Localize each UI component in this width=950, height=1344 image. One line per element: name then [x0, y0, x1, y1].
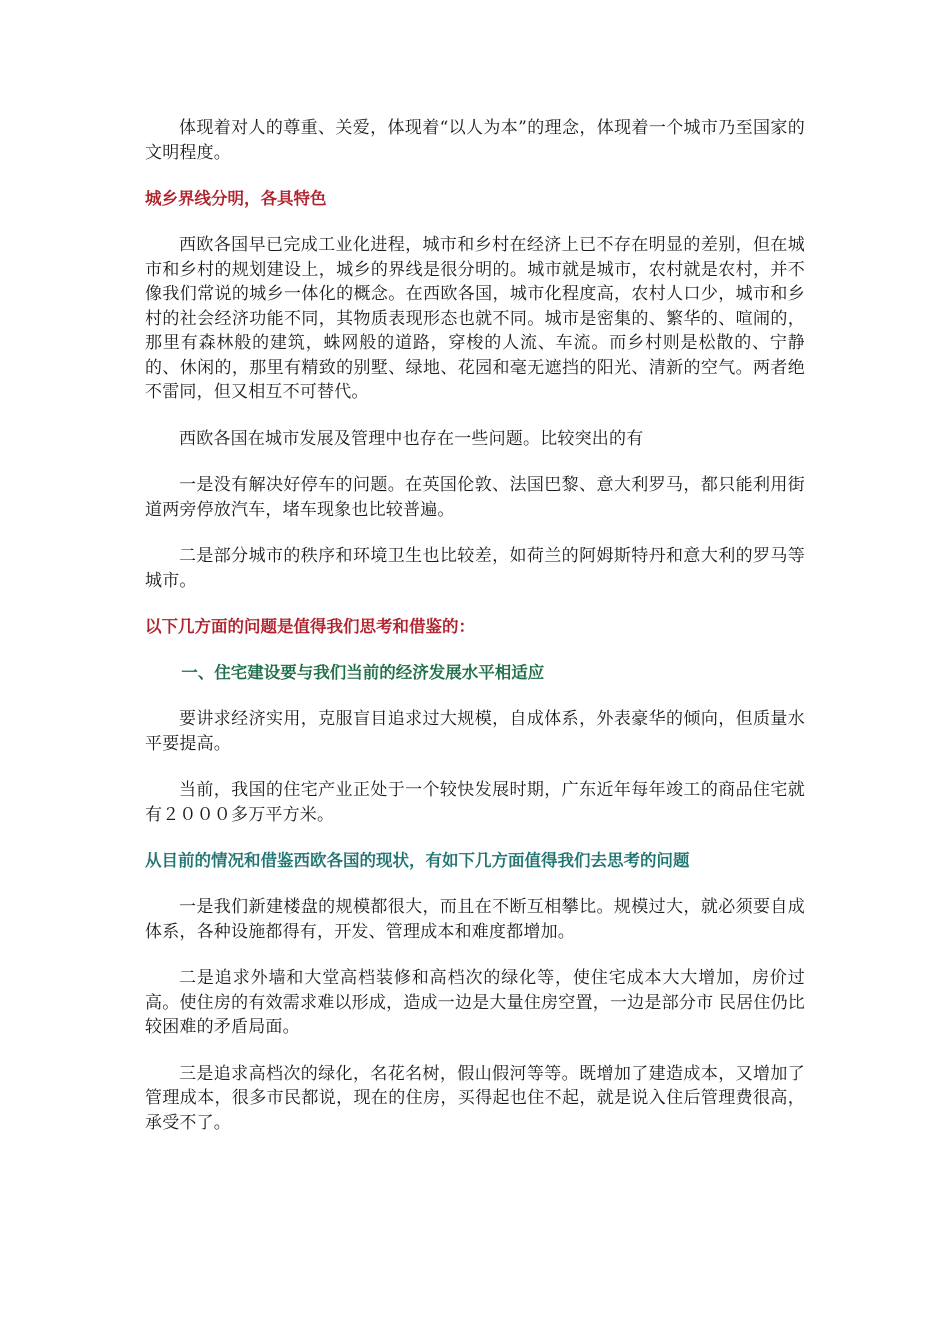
paragraph-current-housing: 当前，我国的住宅产业正处于一个较快发展时期，广东近年每年竣工的商品住宅就有２０００多万平方米。 [145, 780, 805, 825]
paragraph-respect: 体现着对人的尊重、关爱，体现着“以人为本”的理念，体现着一个城市乃至国家的文明程度。 [145, 118, 805, 163]
paragraph-decoration: 二是追求外墙和大堂高档装修和高档次的绿化等，使住宅成本大大增加，房价过高。使住房的有效需求难以形成，造成一边是大量住房空置，一边是部分市 民居住仍比较困难的矛盾局面。 [145, 968, 805, 1037]
heading-housing: 一、住宅建设要与我们当前的经济发展水平相适应 [181, 663, 545, 682]
paragraph-practical: 要讲求经济实用，克服盲目追求过大规模，自成体系，外表豪华的倾向，但质量水平要提高。 [145, 709, 805, 754]
paragraph-greening: 三是追求高档次的绿化，名花名树，假山假河等等。既增加了建造成本，又增加了管理成本，很多市民都说，现在的住房，买得起也住不起，就是说入住后管理费很高，承受不了。 [145, 1063, 805, 1133]
heading-urban-rural: 城乡界线分明，各具特色 [145, 189, 327, 208]
document-page [145, 116, 805, 1157]
paragraph-problems-intro: 西欧各国在城市发展及管理中也存在一些问题。比较突出的有 [179, 428, 644, 449]
paragraph-urban-rural: 西欧各国早已完成工业化进程，城市和乡村在经济上已不存在明显的差别，但在城市和乡村的规划建设上，城乡的界线是很分明的。城市就是城市，农村就是农村，并不像我们常说的城乡一体化的概念。在西欧各国，城市化程度高，农村人口少，城市和乡村的社会经济功能不同，其物质表现形态也就不同。城市是密集的、繁华的、喧闹的，那里有森林般的建筑，蛛网般的道路，穿梭的人流、车流。而乡村则是松散的、宁静的、休闲的，那里有精致的别墅、绿地、花园和毫无遮挡的阳光、清新的空气。两者绝不雷同，但又相互不可替代。 [145, 235, 805, 402]
heading-lessons: 以下几方面的问题是值得我们思考和借鉴的： [145, 617, 475, 636]
paragraph-sanitation: 二是部分城市的秩序和环境卫生也比较差，如荷兰的阿姆斯特丹和意大利的罗马等城市。 [145, 546, 805, 591]
heading-current-situation: 从目前的情况和借鉴西欧各国的现状，有如下几方面值得我们去思考的问题 [145, 851, 690, 870]
paragraph-parking: 一是没有解决好停车的问题。在英国伦敦、法国巴黎、意大利罗马，都只能利用街道两旁停放汽车，堵车现象也比较普遍。 [145, 475, 805, 520]
paragraph-scale: 一是我们新建楼盘的规模都很大，而且在不断互相攀比。规模过大，就必须要自成体系，各种设施都得有，开发、管理成本和难度都增加。 [145, 897, 805, 942]
